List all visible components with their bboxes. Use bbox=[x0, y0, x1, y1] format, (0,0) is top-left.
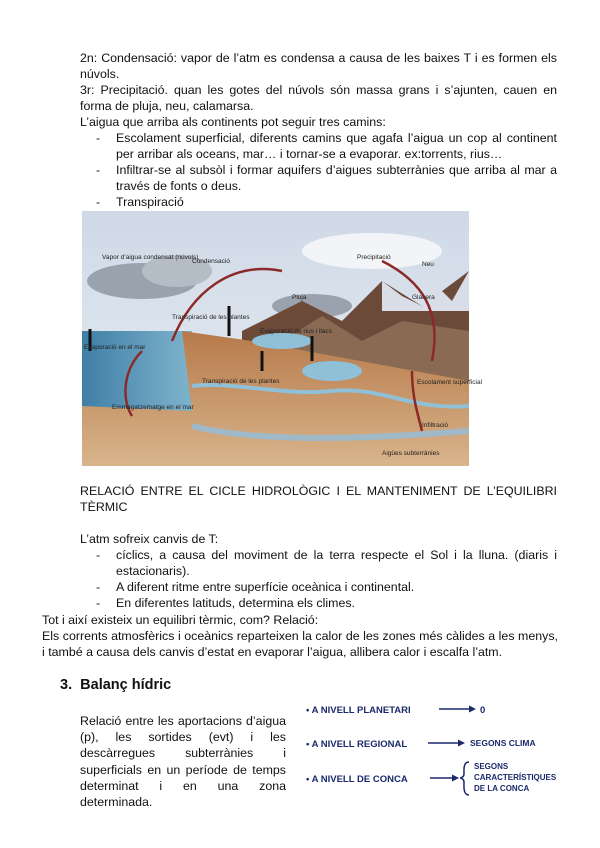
water-cycle-illustration bbox=[82, 211, 483, 466]
label-neu: Neu bbox=[422, 261, 434, 268]
balance-scheme-diagram bbox=[306, 700, 586, 810]
scheme-planetari-value: 0 bbox=[480, 705, 486, 716]
label-escolament: Escolament superficial bbox=[417, 379, 483, 386]
list-item: - Infiltrar-se al subsòl i formar aquifers d’aigues subterrànies que arriba al mar a través de fonts o deus. bbox=[80, 162, 557, 194]
relacio-answer: Els corrents atmosfèrics i oceànics reparteixen la calor de les zones més càlides a les menys, i també a causa dels canvis d’estat en evaporar l’aigua, allibera calor i escalfa l’atm. bbox=[42, 629, 558, 659]
label-infiltracio: Infiltració bbox=[422, 422, 449, 429]
balance-scheme bbox=[306, 700, 586, 810]
scheme-regional-label: • A NIVELL REGIONAL bbox=[306, 739, 408, 750]
relacio-heading: RELACIÓ ENTRE EL CICLE HIDROLÒGIC I EL MANTENIMENT DE L’EQUILIBRI TÈRMIC bbox=[80, 484, 557, 514]
arrow-head-conca bbox=[452, 775, 459, 782]
label-transpiracio-plantes-2: Transpiració de les plantes bbox=[202, 378, 280, 385]
scheme-planetari-label: • A NIVELL PLANETARI bbox=[306, 705, 411, 716]
precipitacio-paragraph: 3r: Precipitació. quan les gotes del núvols són massa grans i s’ajunten, cauen en forma de pluja, neu, calamarsa. bbox=[80, 83, 557, 113]
top-text-block bbox=[80, 50, 557, 210]
water-cycle-figure bbox=[82, 211, 483, 466]
list-item: - En diferentes latituds, determina els climes. bbox=[80, 595, 557, 611]
list-item: - Transpiració bbox=[80, 194, 557, 210]
label-evaporacio-mar: Evaporació en el mar bbox=[84, 344, 146, 351]
section-body: Relació entre les aportacions d’aigua (p), les sortides (evt) i les descàrregues subterrànies i superficials en un període de temps determinat i en una zona determinada. bbox=[80, 714, 286, 810]
scheme-conca-value-2: CARACTERÍSTIQUES bbox=[474, 773, 557, 782]
condensacio-paragraph: 2n: Condensació: vapor de l’atm es condensa a causa de les baixes T i es formen els núvols. bbox=[80, 51, 557, 81]
label-aigues-subterranies: Aigües subterrànies bbox=[382, 450, 440, 457]
section-title bbox=[60, 677, 171, 693]
camins-intro: L’aigua que arriba als continents pot seguir tres camins: bbox=[80, 115, 386, 129]
list-item: - A diferent ritme entre superfície oceànica i continental. bbox=[80, 579, 557, 595]
label-transpiracio-plantes: Transpiració de les plantes bbox=[172, 314, 250, 321]
section-title-text: Balanç hídric bbox=[80, 677, 172, 693]
scheme-conca-value-1: SEGONS bbox=[474, 762, 509, 771]
scheme-conca-value-3: DE LA CONCA bbox=[474, 784, 530, 793]
label-evaporacio-rius: Evaporació de rius i llacs bbox=[260, 328, 332, 335]
camins-list bbox=[80, 130, 557, 210]
label-condensacio: Condensació bbox=[192, 258, 230, 265]
label-emmagatzematge: Emmagatzematge en el mar bbox=[112, 404, 194, 411]
section-number: 3. bbox=[60, 677, 73, 693]
list-item: - cíclics, a causa del moviment de la terra respecte el Sol i la lluna. (diaris i estacionaris). bbox=[80, 547, 557, 579]
label-glacera: Glacera bbox=[412, 294, 435, 301]
relacio-list bbox=[80, 547, 557, 611]
label-vapor: Vapor d’aigua condensat (núvols) bbox=[102, 254, 199, 261]
curly-brace bbox=[460, 762, 469, 795]
relacio-intro: L’atm sofreix canvis de T: bbox=[80, 532, 219, 546]
relacio-block bbox=[80, 483, 557, 611]
arrow-head-planetari bbox=[469, 706, 476, 713]
scheme-regional-value: SEGONS CLIMA bbox=[470, 738, 536, 748]
label-precipitacio: Precipitació bbox=[357, 254, 391, 261]
list-item: - Escolament superficial, diferents camins que agafa l’aigua un cop al continent per arribar als oceans, mar… i tornar-se a evaporar. ex:torrents, rius… bbox=[80, 130, 557, 162]
relacio-answer-block bbox=[42, 612, 558, 660]
relacio-question: Tot i així existeix un equilibri tèrmic, com? Relació: bbox=[42, 613, 319, 627]
arrow-head-regional bbox=[458, 740, 465, 747]
label-pluja: Pluja bbox=[292, 294, 307, 301]
scheme-conca-label: • A NIVELL DE CONCA bbox=[306, 774, 408, 785]
